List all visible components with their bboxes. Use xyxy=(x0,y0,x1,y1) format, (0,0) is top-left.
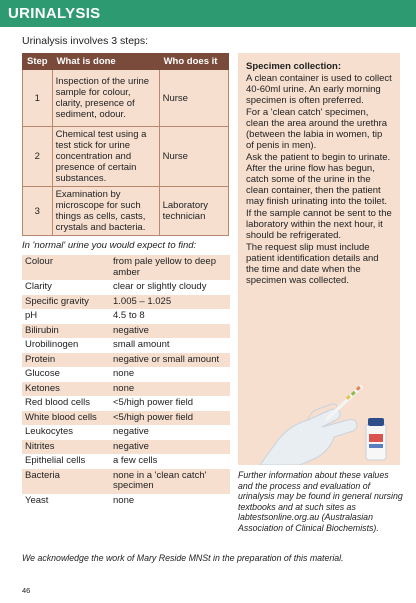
value: 4.5 to 8 xyxy=(110,309,230,324)
sidebar-paragraph: Ask the patient to begin to urinate. After the urine flow has begun, catch some of the urine in the clean container, then the patient may finish urinating into the toilet. xyxy=(246,152,391,207)
sidebar-title: Specimen collection: xyxy=(246,61,342,72)
parameter: Epithelial cells xyxy=(22,454,110,469)
parameter: Red blood cells xyxy=(22,396,110,411)
page-title: URINALYSIS xyxy=(8,5,101,22)
parameter: Bacteria xyxy=(22,469,110,494)
step-description: Chemical test using a test stick for urine concentration and presence of certain substances. xyxy=(52,127,159,187)
parameter: Nitrites xyxy=(22,440,110,455)
parameter: Specific gravity xyxy=(22,295,110,310)
value: from pale yellow to deep amber xyxy=(110,255,230,280)
parameter: Protein xyxy=(22,353,110,368)
acknowledgement-note: We acknowledge the work of Mary Reside MNSt in the preparation of this material. xyxy=(22,553,344,563)
page-header xyxy=(0,0,416,27)
parameter: Bilirubin xyxy=(22,324,110,339)
step-performer: Laboratory technician xyxy=(159,187,228,236)
value: none xyxy=(110,494,230,509)
intro-text: Urinalysis involves 3 steps: xyxy=(22,35,149,47)
table-row xyxy=(22,367,230,382)
gloved-hand-test-stick-illustration xyxy=(238,380,400,465)
col-header-step: Step xyxy=(23,54,53,70)
step-description: Inspection of the urine sample for colour, clarity, presence of sediment, odour. xyxy=(52,70,159,127)
table-row xyxy=(23,70,229,127)
value: <5/high power field xyxy=(110,411,230,426)
table-row xyxy=(22,338,230,353)
col-header-what: What is done xyxy=(52,54,159,70)
page-number: 46 xyxy=(22,586,31,595)
sidebar-paragraph: If the sample cannot be sent to the laboratory within the next hour, it should be refrigerated. xyxy=(246,208,392,241)
table-row xyxy=(22,411,230,426)
sidebar-paragraph: A clean container is used to collect 40-60ml urine. An early morning specimen is often preferred. xyxy=(246,73,392,106)
parameter: Clarity xyxy=(22,280,110,295)
parameter: Urobilinogen xyxy=(22,338,110,353)
step-performer: Nurse xyxy=(159,70,228,127)
step-number: 1 xyxy=(23,70,53,127)
table-row xyxy=(22,295,230,310)
value: none xyxy=(110,367,230,382)
parameter: Colour xyxy=(22,255,110,280)
sidebar-paragraph: For a 'clean catch' specimen, clean the area around the urethra (between the labia in women, tip of penis in men). xyxy=(246,107,388,151)
table-row xyxy=(22,353,230,368)
value: small amount xyxy=(110,338,230,353)
value: 1.005 – 1.025 xyxy=(110,295,230,310)
parameter: Glucose xyxy=(22,367,110,382)
normal-values-table xyxy=(22,255,230,508)
table-row xyxy=(23,127,229,187)
table-row xyxy=(22,440,230,455)
value: clear or slightly cloudy xyxy=(110,280,230,295)
value: a few cells xyxy=(110,454,230,469)
parameter: Leukocytes xyxy=(22,425,110,440)
value: negative xyxy=(110,440,230,455)
table-row xyxy=(23,187,229,236)
value: negative or small amount xyxy=(110,353,230,368)
table-row xyxy=(22,324,230,339)
parameter: Yeast xyxy=(22,494,110,509)
specimen-collection-box xyxy=(238,53,400,400)
value: <5/high power field xyxy=(110,396,230,411)
sidebar-paragraph: The request slip must include patient identification details and the time and date when the specimen was collected. xyxy=(246,242,379,286)
table-row xyxy=(22,382,230,397)
table-row xyxy=(22,454,230,469)
value: none in a 'clean catch' specimen xyxy=(110,469,230,494)
table-row xyxy=(22,309,230,324)
step-number: 2 xyxy=(23,127,53,187)
table-row xyxy=(22,425,230,440)
value: none xyxy=(110,382,230,397)
table-row xyxy=(22,396,230,411)
parameter: White blood cells xyxy=(22,411,110,426)
value: negative xyxy=(110,425,230,440)
steps-table xyxy=(22,53,229,236)
step-performer: Nurse xyxy=(159,127,228,187)
table-row xyxy=(22,280,230,295)
test-stick-photo xyxy=(238,380,400,465)
parameter: pH xyxy=(22,309,110,324)
normal-values-heading: In 'normal' urine you would expect to find: xyxy=(22,240,197,251)
value: negative xyxy=(110,324,230,339)
step-number: 3 xyxy=(23,187,53,236)
step-description: Examination by microscope for such things as cells, casts, crystals and bacteria. xyxy=(52,187,159,236)
table-row xyxy=(22,469,230,494)
col-header-who: Who does it xyxy=(159,54,228,70)
parameter: Ketones xyxy=(22,382,110,397)
steps-table-header xyxy=(23,54,229,70)
table-row xyxy=(22,494,230,509)
further-information-note: Further information about these values and the process and evaluation of urinalysis may be found in general nursing textbooks and at such sites as labtestsonline.org.au (Australasian Association of Clinical Biochemists). xyxy=(238,470,403,533)
table-row xyxy=(22,255,230,280)
